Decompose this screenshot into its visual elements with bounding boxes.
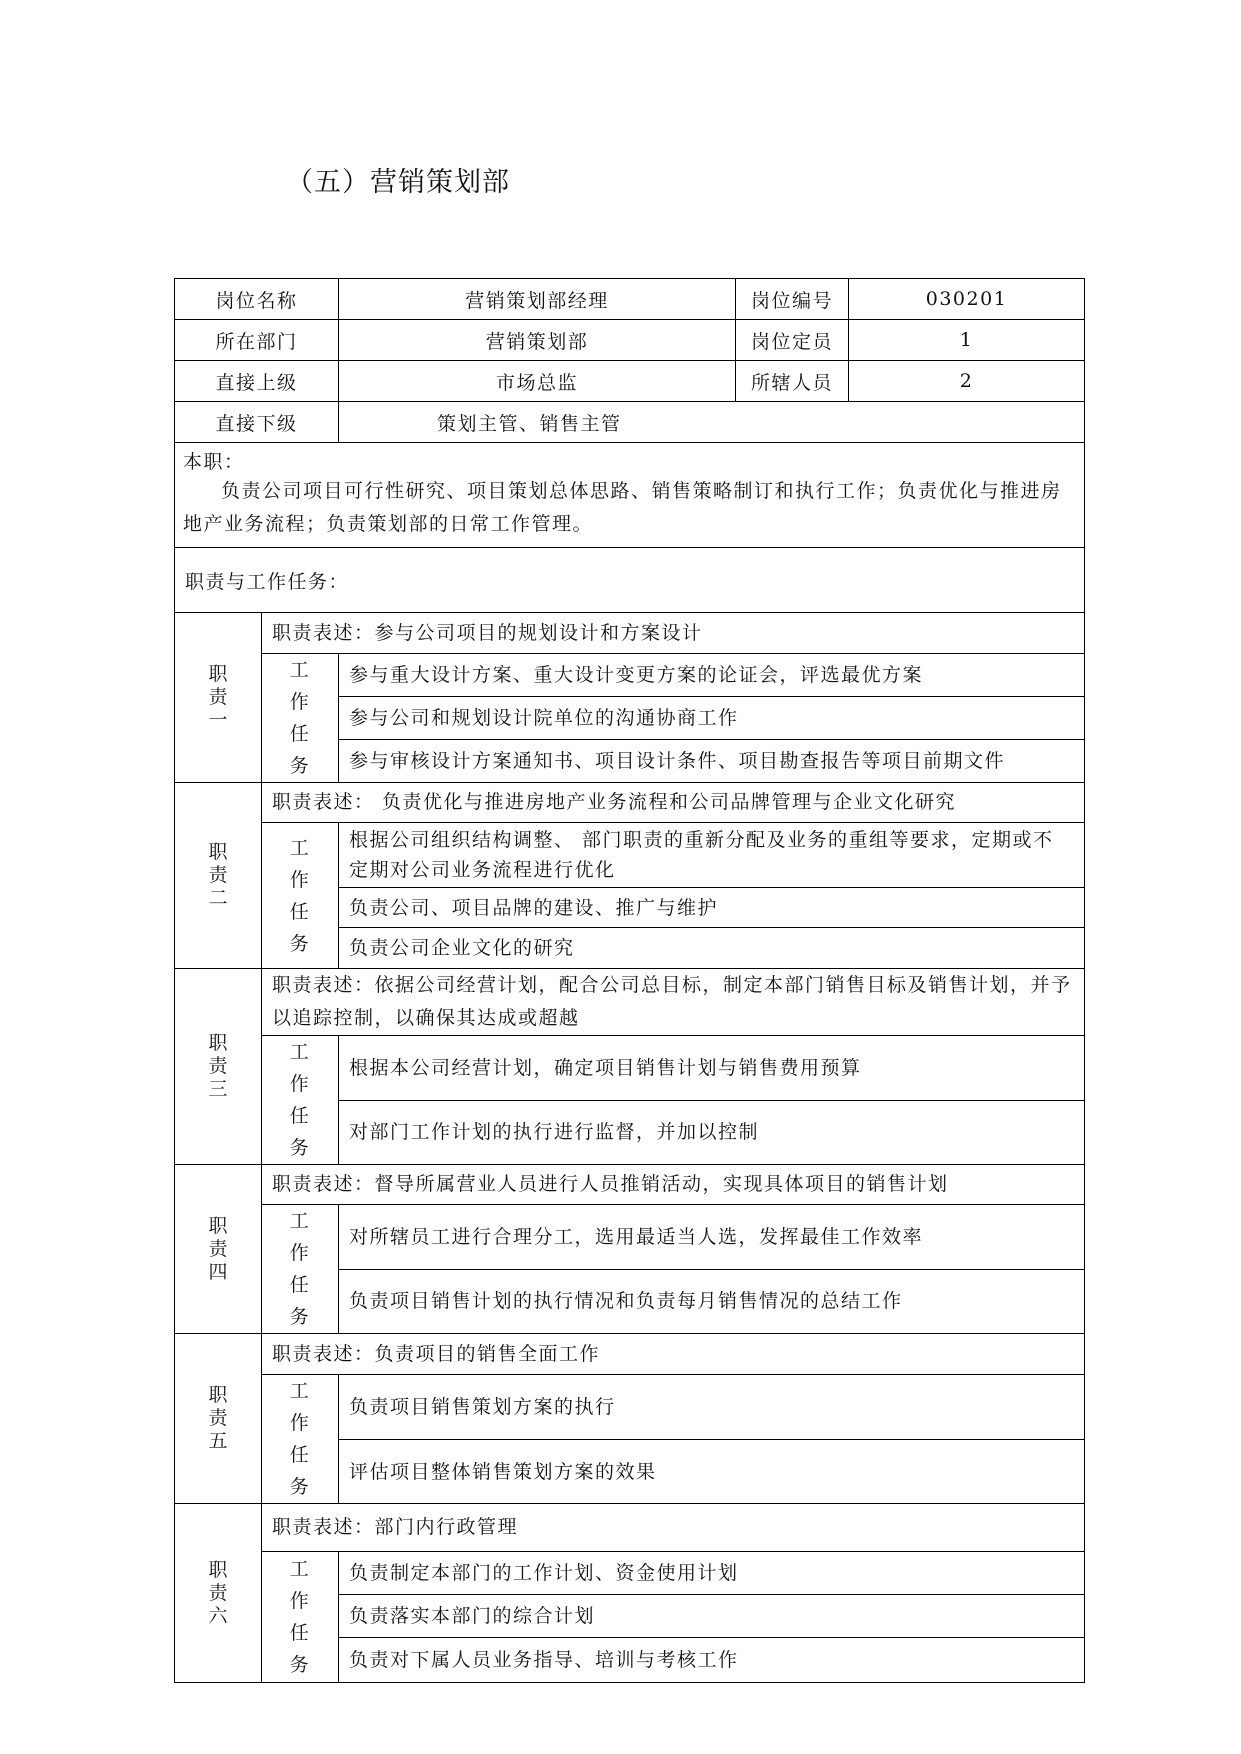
task-row xyxy=(175,1552,1085,1595)
task-text: 参与重大设计方案、重大设计变更方案的论证会，评选最优方案 xyxy=(339,654,1085,697)
duty-statement: 职责表述：部门内行政管理 xyxy=(262,1504,1085,1552)
header-row xyxy=(175,279,1085,320)
task-label-text: 工作任务 xyxy=(289,1380,311,1498)
duty-statement-row xyxy=(175,1504,1085,1552)
header-row xyxy=(175,320,1085,361)
task-text: 根据公司组织结构调整、 部门职责的重新分配及业务的重组等要求，定期或不定期对公司业务流程进行优化 xyxy=(339,823,1085,888)
duty-label-text: 职责六 xyxy=(208,1558,230,1627)
task-text: 负责公司企业文化的研究 xyxy=(339,928,1085,969)
summary-text: 负责公司项目可行性研究、项目策划总体思路、销售策略制订和执行工作；负责优化与推进房地产业务流程；负责策划部的日常工作管理。 xyxy=(183,480,1062,535)
duty-statement: 职责表述：参与公司项目的规划设计和方案设计 xyxy=(262,613,1085,654)
task-text: 评估项目整体销售策划方案的效果 xyxy=(339,1440,1085,1504)
task-label xyxy=(262,1552,339,1683)
task-text: 对部门工作计划的执行进行监督，并加以控制 xyxy=(339,1100,1085,1165)
task-text: 负责项目销售计划的执行情况和负责每月销售情况的总结工作 xyxy=(339,1269,1085,1334)
task-label-text: 工作任务 xyxy=(289,1210,311,1328)
task-row xyxy=(175,1036,1085,1101)
task-label-text: 工作任务 xyxy=(289,659,311,777)
duty-label xyxy=(175,1504,262,1683)
header-row xyxy=(175,402,1085,443)
page-title: （五）营销策划部 xyxy=(286,167,510,198)
duties-heading: 职责与工作任务： xyxy=(175,548,1085,613)
summary-heading: 本职： xyxy=(183,451,245,473)
task-text: 负责落实本部门的综合计划 xyxy=(339,1595,1085,1638)
duty-blocks xyxy=(175,613,1085,1683)
subordinates-count-value: 2 xyxy=(849,361,1085,402)
subordinates-count-label: 所辖人员 xyxy=(736,361,849,402)
duty-label xyxy=(175,1334,262,1504)
task-text: 负责公司、项目品牌的建设、推广与维护 xyxy=(339,888,1085,928)
header-row xyxy=(175,361,1085,402)
task-text: 负责对下属人员业务指导、培训与考核工作 xyxy=(339,1638,1085,1683)
duty-label-text: 职责三 xyxy=(208,1032,230,1100)
position-name-value: 营销策划部经理 xyxy=(339,279,736,320)
duty-statement-row xyxy=(175,783,1085,823)
task-text: 根据本公司经营计划，确定项目销售计划与销售费用预算 xyxy=(339,1036,1085,1101)
task-text: 对所辖员工进行合理分工，选用最适当人选，发挥最佳工作效率 xyxy=(339,1205,1085,1270)
supervisor-value: 市场总监 xyxy=(339,361,736,402)
department-value: 营销策划部 xyxy=(339,320,736,361)
subordinate-value: 策划主管、销售主管 xyxy=(339,402,1085,443)
duty-label xyxy=(175,969,262,1165)
task-text: 参与审核设计方案通知书、项目设计条件、项目勘查报告等项目前期文件 xyxy=(339,739,1085,782)
task-text: 参与公司和规划设计院单位的沟通协商工作 xyxy=(339,697,1085,739)
headcount-value: 1 xyxy=(849,320,1085,361)
position-name-label: 岗位名称 xyxy=(175,279,339,320)
duty-statement: 职责表述：负责项目的销售全面工作 xyxy=(262,1334,1085,1375)
duty-label xyxy=(175,613,262,783)
subordinate-label: 直接下级 xyxy=(175,402,339,443)
duty-statement-row xyxy=(175,969,1085,1036)
summary-row xyxy=(175,443,1085,548)
duty-label-text: 职责一 xyxy=(208,663,230,731)
task-row xyxy=(175,823,1085,888)
department-label: 所在部门 xyxy=(175,320,339,361)
position-code-value: 030201 xyxy=(849,279,1085,320)
task-text: 负责制定本部门的工作计划、资金使用计划 xyxy=(339,1552,1085,1595)
task-label xyxy=(262,1375,339,1504)
duty-label xyxy=(175,1165,262,1334)
duty-statement: 职责表述：督导所属营业人员进行人员推销活动，实现具体项目的销售计划 xyxy=(262,1165,1085,1205)
task-label xyxy=(262,654,339,783)
supervisor-label: 直接上级 xyxy=(175,361,339,402)
headcount-label: 岗位定员 xyxy=(736,320,849,361)
duty-statement: 职责表述：依据公司经营计划，配合公司总目标，制定本部门销售目标及销售计划，并予以追踪控制，以确保其达成或超越 xyxy=(262,969,1085,1036)
task-text: 负责项目销售策划方案的执行 xyxy=(339,1375,1085,1440)
duty-label-text: 职责二 xyxy=(208,841,230,909)
duty-statement: 职责表述： 负责优化与推进房地产业务流程和公司品牌管理与企业文化研究 xyxy=(262,783,1085,823)
task-row xyxy=(175,1205,1085,1270)
job-description-table xyxy=(174,278,1085,1683)
position-code-label: 岗位编号 xyxy=(736,279,849,320)
duty-label-text: 职责五 xyxy=(208,1384,230,1452)
task-row xyxy=(175,654,1085,697)
task-row xyxy=(175,1375,1085,1440)
task-label-text: 工作任务 xyxy=(289,1041,311,1159)
duty-label xyxy=(175,783,262,969)
task-label xyxy=(262,1036,339,1165)
task-label-text: 工作任务 xyxy=(289,836,311,955)
task-label xyxy=(262,1205,339,1334)
duty-statement-row xyxy=(175,613,1085,654)
duties-heading-row xyxy=(175,548,1085,613)
duty-label-text: 职责四 xyxy=(208,1214,230,1283)
task-label-text: 工作任务 xyxy=(289,1558,311,1676)
task-label xyxy=(262,823,339,969)
duty-statement-row xyxy=(175,1165,1085,1205)
duty-statement-row xyxy=(175,1334,1085,1375)
